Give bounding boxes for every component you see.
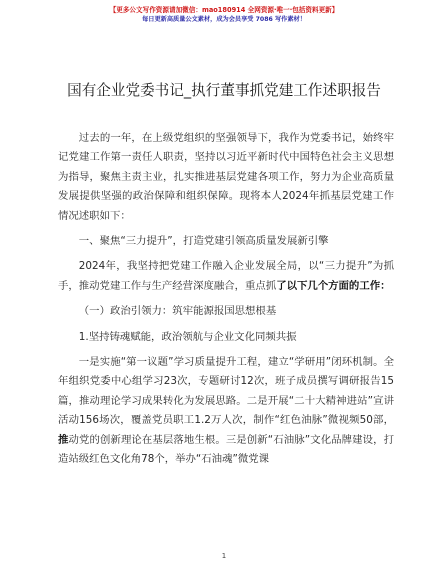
section-1-text: 2024年，我坚持把党建工作融入企业发展全局，以“三力提升”为抓手，推动党建工作与生产经营深度融合，重点抓 bbox=[58, 260, 394, 292]
page-number: 1 bbox=[221, 552, 227, 560]
document-title: 国有企业党委书记_执行董事抓党建工作述职报告 bbox=[67, 82, 381, 99]
promo-banner-line-1: 【更多公文写作资源请加微信：mao180914 全网资源·唯一·包括资料更新】 bbox=[109, 6, 339, 14]
point-1-text: 一是实施“第一议题”学习质量提升工程，建立“学研用”闭环机制。全年组织党委中心组学习23次，专题研讨12次，班子成员撰写调研报告15篇，推动理论学习成果转化为发展思路。二是开展“二十大精神进站”宣讲活动156场次，覆盖党员职工1.2万人次，制作“红色油脉”微视频50部， bbox=[58, 356, 394, 427]
subsection-heading-1: （一）政治引领力：筑牢能源报国思想根基 bbox=[78, 305, 277, 318]
document-body bbox=[58, 129, 394, 470]
section-1-paragraph bbox=[58, 257, 394, 296]
promo-banner bbox=[0, 6, 448, 24]
point-1-paragraph bbox=[58, 353, 394, 469]
section-1-bold-text: 了以下几个方面的工作： bbox=[276, 279, 391, 292]
point-heading-1: 1.坚持铸魂赋能，政治领航与企业文化同频共振 bbox=[78, 330, 297, 343]
point-1-text-cont: 动党的创新理论在基层落地生根。三是创新“石油脉”文化品牌建设，打造站级红色文化角78个，举办“石油魂”微党课 bbox=[58, 433, 395, 466]
promo-banner-line-2: 每日更新高质量公文素材，成为会员享受 7086 写作素材！ bbox=[142, 16, 306, 23]
intro-paragraph: 过去的一年，在上级党组织的坚强领导下，我作为党委书记，始终牢记党建工作第一责任人职责，坚持以习近平新时代中国特色社会主义思想为指导，聚焦主责主业，扎实推进基层党建各项工作，努力为企业高质量发展提供坚强的政治保障和组织保障。现将本人2024年抓基层党建工作情况述职如下： bbox=[58, 132, 394, 222]
section-heading-1: 一、聚焦“三力提升”，打造党建引领高质量发展新引擎 bbox=[78, 235, 329, 248]
point-1-bold-text: 推 bbox=[58, 433, 69, 446]
